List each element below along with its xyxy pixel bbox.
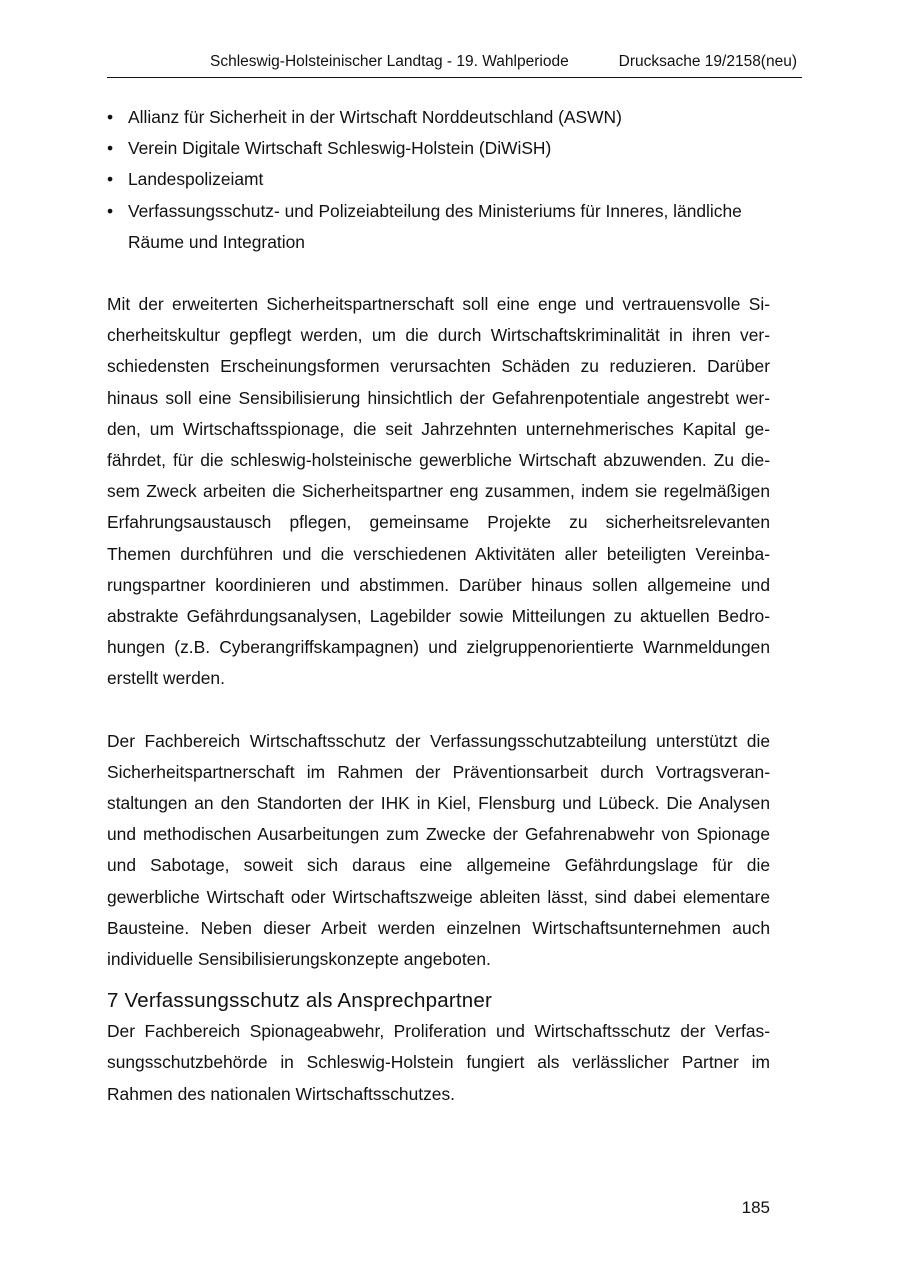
section-heading: 7 Verfassungsschutz als Ansprechpartner	[107, 989, 492, 1013]
spacer	[107, 695, 770, 726]
list-item-text: Verfassungsschutz- und Polizeiabteilung des Ministeriums für Inneres, ländliche Räume und Integration	[128, 200, 742, 252]
bullet-icon: •	[107, 200, 114, 221]
list-item	[107, 102, 770, 133]
page-content	[107, 102, 770, 1110]
paragraph-counterintelligence: Der Fachbereich Spionageabwehr, Proliferation und Wirtschaftsschutz der Verfassungsschutzbehörde in Schleswig-Holstein fungiert als verlässlicher Partner im Rahmen des nationalen Wirtschaftsschutzes.	[107, 1021, 770, 1104]
list-item-text: Verein Digitale Wirtschaft Schleswig-Holstein (DiWiSH)	[128, 138, 552, 159]
list-item-text: Landespolizeiamt	[128, 169, 264, 190]
list-item	[107, 196, 770, 258]
spacer	[107, 258, 770, 289]
list-item	[107, 133, 770, 164]
page-number: 185	[741, 1198, 770, 1217]
bullet-icon: •	[107, 107, 114, 127]
bullet-icon: •	[107, 169, 114, 190]
paragraph-security-partnership: Mit der erweiterten Sicherheitspartnerschaft soll eine enge und vertrauensvolle Sicherheitskultur gepflegt werden, um die durch Wirtschaftskriminalität in ihren verschiedensten Erscheinungsformen verursachten Schäden zu reduzieren. Darüber hinaus soll eine Sensibilisierung hinsichtlich der Gefahrenpotentiale angestrebt werden, um Wirtschaftsspionage, die seit Jahrzehnten unternehmerisches Kapital gefährdet, für die schleswig-holsteinische gewerbliche Wirtschaft abzuwenden. Zu diesem Zweck arbeiten die Sicherheitspartner eng zusammen, indem sie regelmäßigen Erfahrungsaustausch pflegen, gemeinsame Projekte zu sicherheitsrelevanten Themen durchführen und die verschiedenen Aktivitäten aller beteiligten Vereinbarungspartner koordinieren und abstimmen. Darüber hinaus sollen allgemeine und abstrakte Gefährdungsanalysen, Lagebilder sowie Mitteilungen zu aktuellen Bedrohungen (z.B. Cyberangriffskampagnen) und zielgruppenorientierte Warnmeldungen erstellt werden.	[107, 294, 770, 689]
list-item	[107, 164, 770, 195]
header-print-reference: Drucksache 19/2158(neu)	[618, 53, 797, 70]
header-document-title: Schleswig-Holsteinischer Landtag - 19. Wahlperiode	[210, 53, 569, 70]
partner-list	[107, 102, 770, 258]
list-item-text: Allianz für Sicherheit in der Wirtschaft Norddeutschland (ASWN)	[128, 107, 622, 127]
page-header	[107, 50, 802, 78]
bullet-icon: •	[107, 138, 114, 159]
paragraph-economic-protection: Der Fachbereich Wirtschaftsschutz der Verfassungsschutzabteilung unterstützt die Sicherheitspartnerschaft im Rahmen der Präventionsarbeit durch Vortragsveranstaltungen an den Standorten der IHK in Kiel, Flensburg und Lübeck. Die Analysen und methodischen Ausarbeitungen zum Zwecke der Gefahrenabwehr von Spionage und Sabotage, soweit sich daraus eine allgemeine Gefährdungslage für die gewerbliche Wirtschaft oder Wirtschaftszweige ableiten lässt, sind dabei elementare Bausteine. Neben dieser Arbeit werden einzelnen Wirtschaftsunternehmen auch individuelle Sensibilisierungskonzepte angeboten.	[107, 730, 770, 970]
